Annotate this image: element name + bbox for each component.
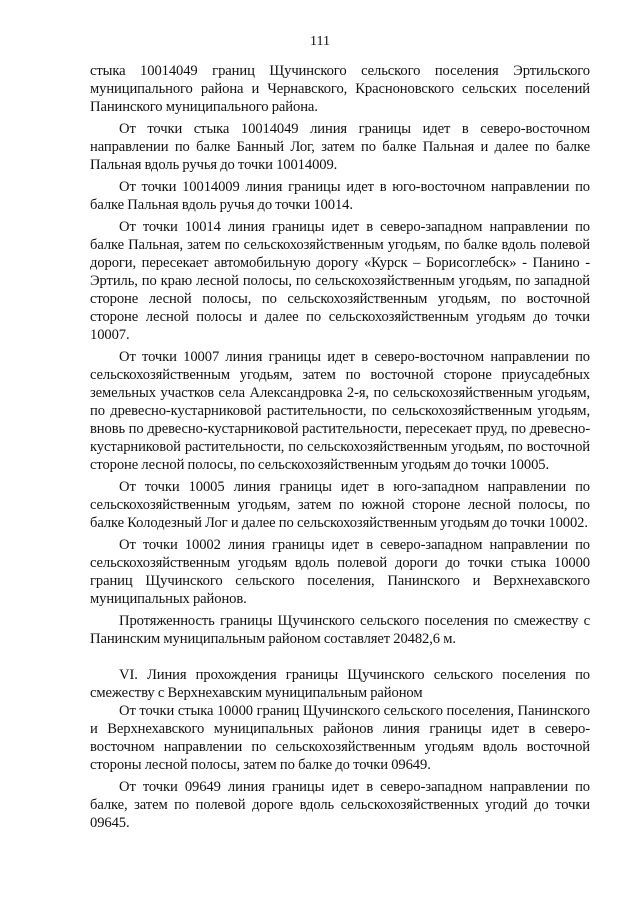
paragraph: От точки 10014 линия границы идет в северо-западном направлении по балке Пальная, затем по сельскохозяйственным угодьям, по балке вдоль полевой дороги, пересекает автомобильную дорогу «Курск – Борисоглебск» - Панино - Эртиль, по краю лесной полосы, по сельскохозяйственным угодьям, по западной стороне лесной полосы, по сельскохозяйственным угодьям, по восточной стороне лесной полосы и далее по сельскохозяйственным угодьям до точки 10007. [90, 219, 590, 343]
paragraph-length-summary: Протяженность границы Щучинского сельского поселения по смежеству с Панинским муниципальным районом составляет 20482,6 м. [90, 613, 590, 647]
paragraph: От точки 09649 линия границы идет в северо-западном направлении по балке, затем по полевой дороге вдоль сельскохозяйственных угодий до точки 09645. [90, 779, 590, 831]
paragraph: От точки 10007 линия границы идет в северо-восточном направлении по сельскохозяйственным угодьям, затем по восточной стороне приусадебных земельных участков села Александровка 2-я, по сельскохозяйственным угодьям, по древесно-кустарниковой растительности, по сельскохозяйственным угодьям, вновь по древесно-кустарниковой растительности, пересекает пруд, по древесно-кустарниковой растительности, по сельскохозяйственным угодьям, по восточной стороне лесной полосы, по сельскохозяйственным угодьям до точки 10005. [90, 349, 590, 473]
paragraph: От точки стыка 10000 границ Щучинского сельского поселения, Панинского и Верхнехавского муниципальных районов линия границы идет в северо-восточном направлении по сельскохозяйственным угодьям вдоль восточной стороны лесной полосы, затем по балке до точки 09649. [90, 703, 590, 773]
document-body [90, 62, 590, 832]
section-heading: VI. Линия прохождения границы Щучинского сельского поселения по смежеству с Верхнехавским муниципальным районом [90, 667, 590, 701]
paragraph: От точки 10002 линия границы идет в северо-западном направлении по сельскохозяйственным угодьям вдоль полевой дороги до точки стыка 10000 границ Щучинского сельского поселения, Панинского и Верхнехавского муниципальных районов. [90, 537, 590, 607]
paragraph: От точки 10005 линия границы идет в юго-западном направлении по сельскохозяйственным угодьям, затем по южной стороне лесной полосы, по балке Колодезный Лог и далее по сельскохозяйственным угодьям до точки 10002. [90, 479, 590, 531]
page-number: 111 [310, 34, 330, 49]
paragraph: От точки 10014009 линия границы идет в юго-восточном направлении по балке Пальная вдоль ручья до точки 10014. [90, 179, 590, 213]
paragraph: От точки стыка 10014049 линия границы идет в северо-восточном направлении по балке Банный Лог, затем по балке Пальная и далее по балке Пальная вдоль ручья до точки 10014009. [90, 121, 590, 173]
paragraph-continuation: стыка 10014049 границ Щучинского сельского поселения Эртильского муниципального района и Чернавского, Красноновского сельских поселений Панинского муниципального района. [90, 63, 590, 115]
